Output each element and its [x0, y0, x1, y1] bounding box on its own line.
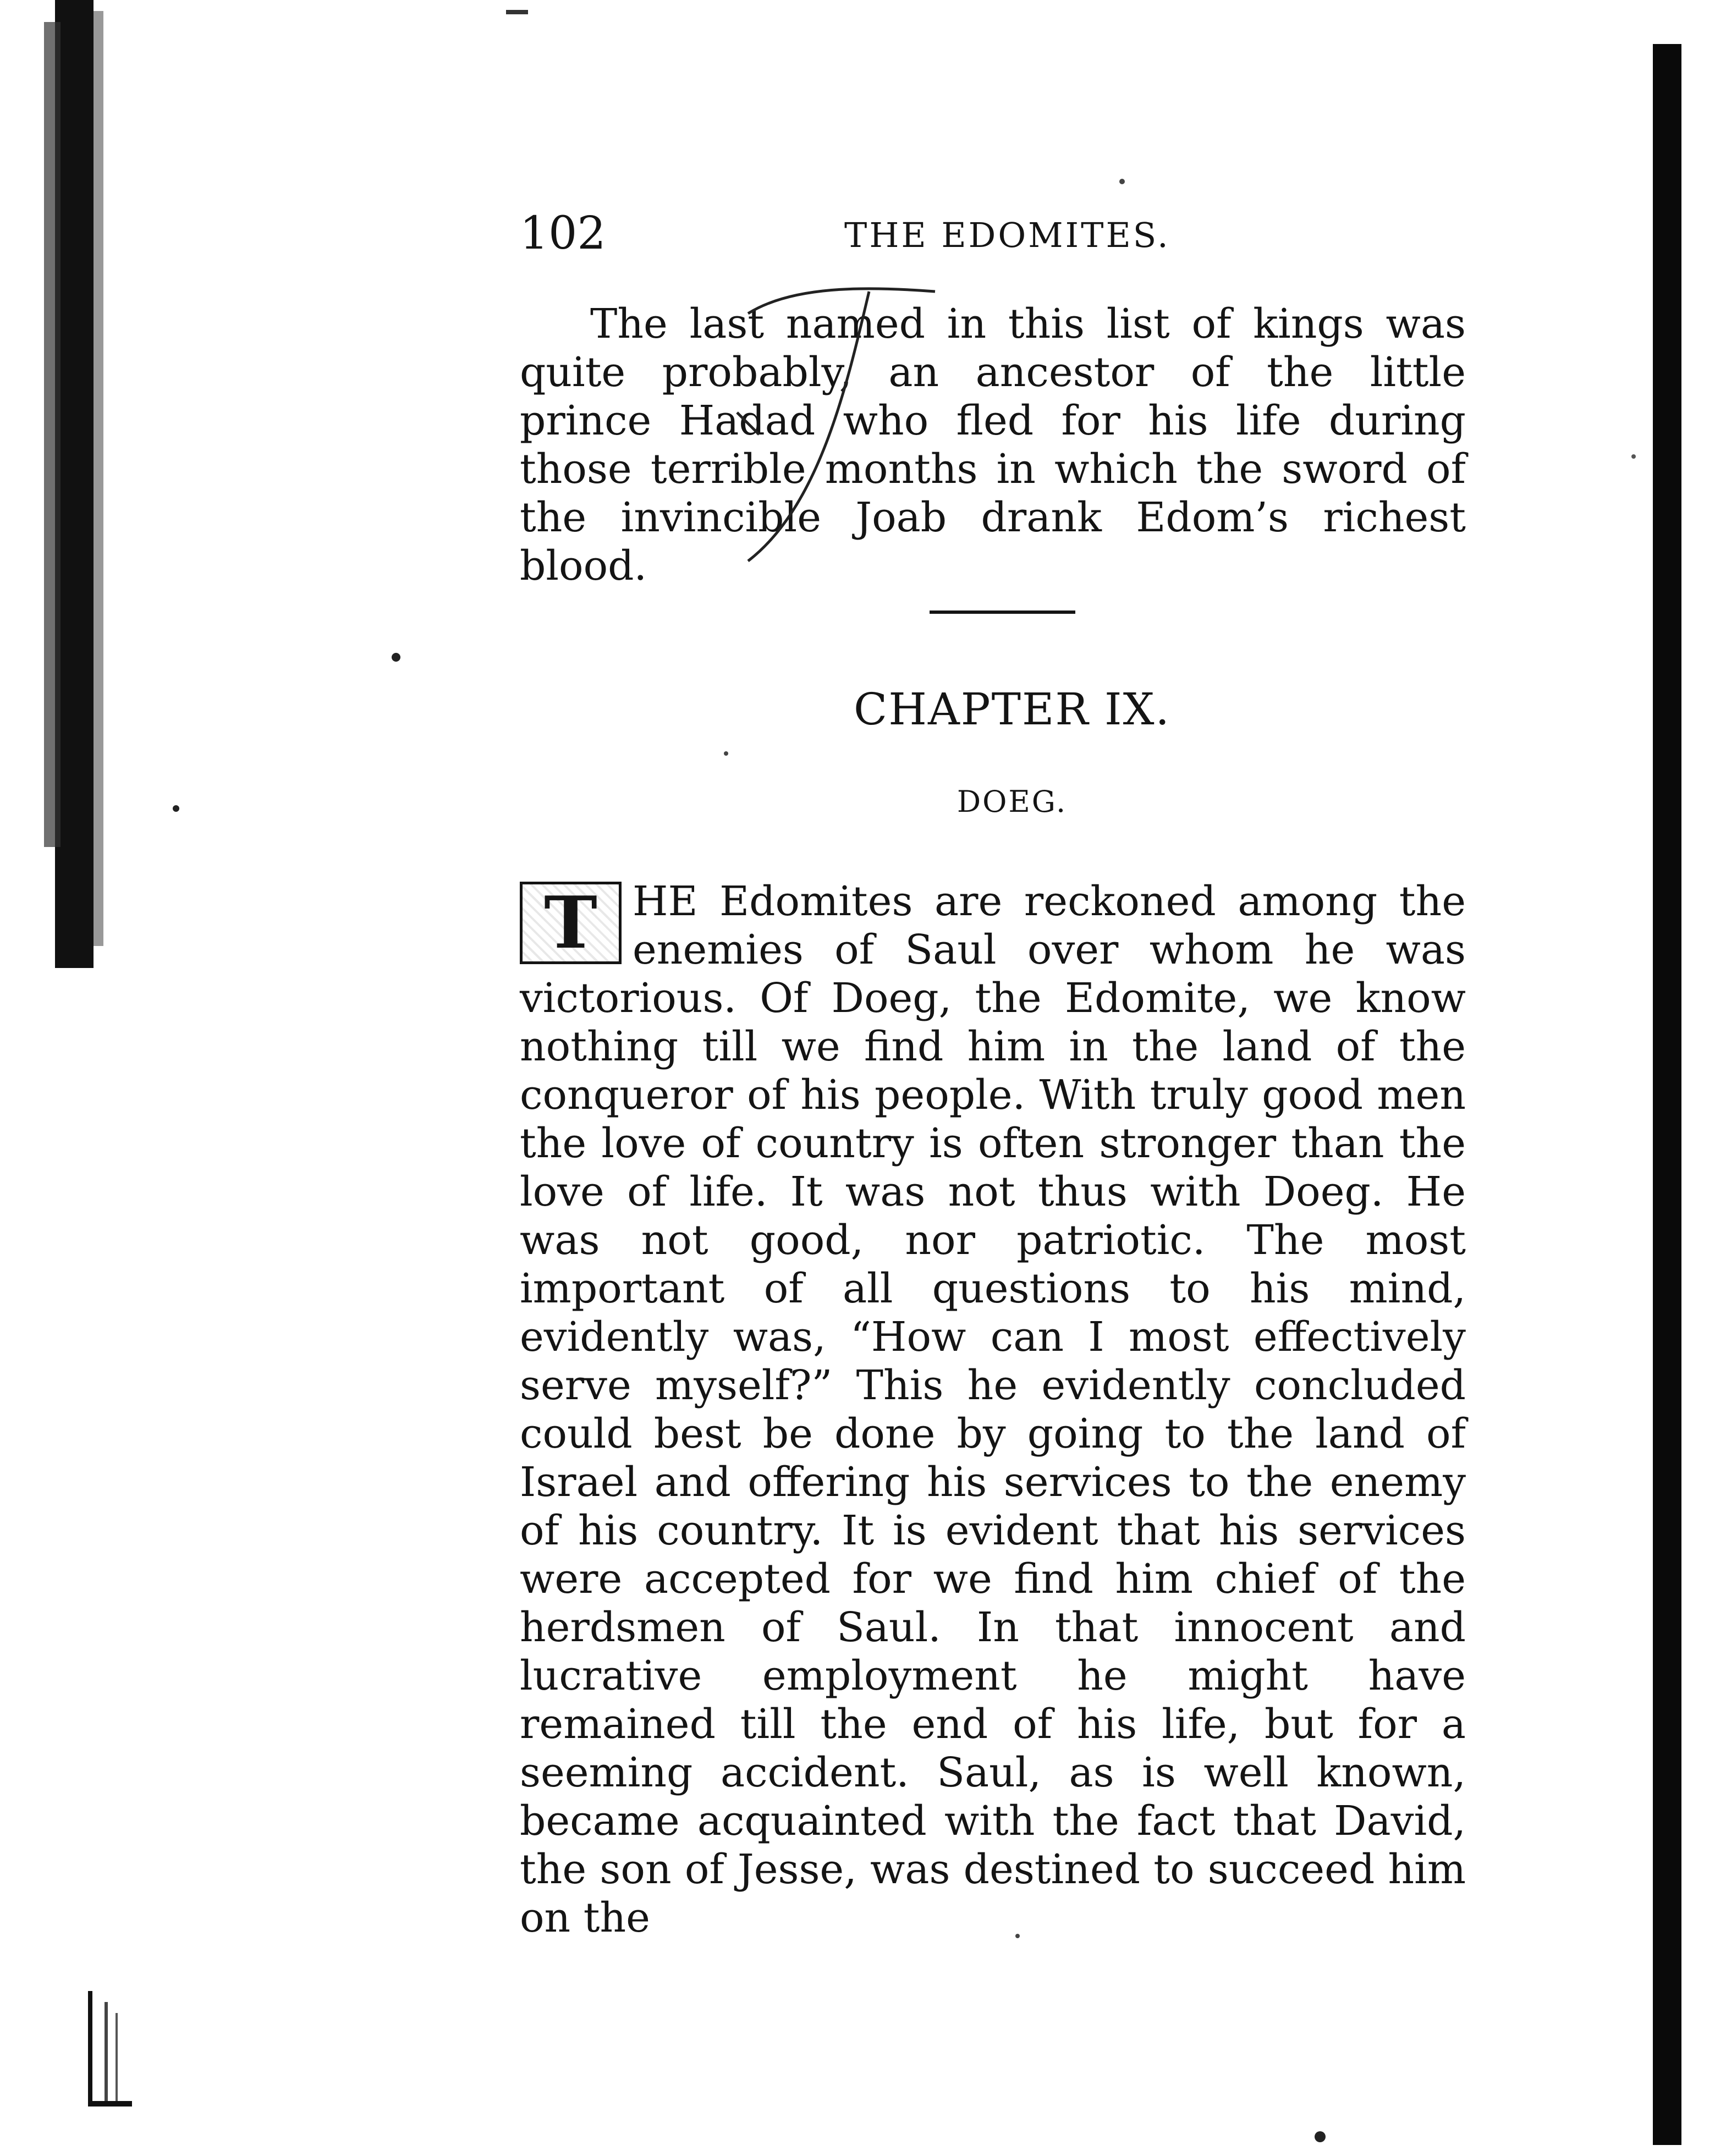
running-head	[520, 204, 1466, 264]
chapter-subtitle: DOEG.	[957, 784, 1068, 819]
chapter-heading: CHAPTER IX.	[854, 684, 1170, 735]
running-title: THE EDOMITES.	[844, 215, 1170, 255]
opening-paragraph-block	[520, 877, 1466, 1942]
closing-paragraph: The last named in this list of kings was quite probably, an ancestor of the little prince Hadad who fled for his life during those terrible months in which the sword of the invincible Joab drank Edom’s richest blood.	[520, 300, 1466, 590]
opening-paragraph: HE Edomites are reckoned among the enemies of Saul over whom he was victorious. Of Doeg, the Edomite, we know nothing till we find him in the land of the conqueror of his people. With truly good men the love of country is often stronger than the love of life. It was not thus with Doeg. He was not good, nor patriotic. The most important of all questions to his mind, evidently was, “How can I most effectively serve myself?” This he evidently concluded could best be done by going to the land of Israel and offering his services to the enemy of his country. It is evident that his services were accepted for we find him chief of the herdsmen of Saul. In that innocent and lucrative employment he might have remained till the end of his life, but for a seeming accident. Saul, as is well known, became acquainted with the fact that David, the son of Jesse, was destined to succeed him on the	[520, 878, 1466, 1942]
page-number: 102	[520, 207, 606, 260]
section-divider	[930, 610, 1075, 614]
drop-cap: T	[520, 882, 622, 964]
